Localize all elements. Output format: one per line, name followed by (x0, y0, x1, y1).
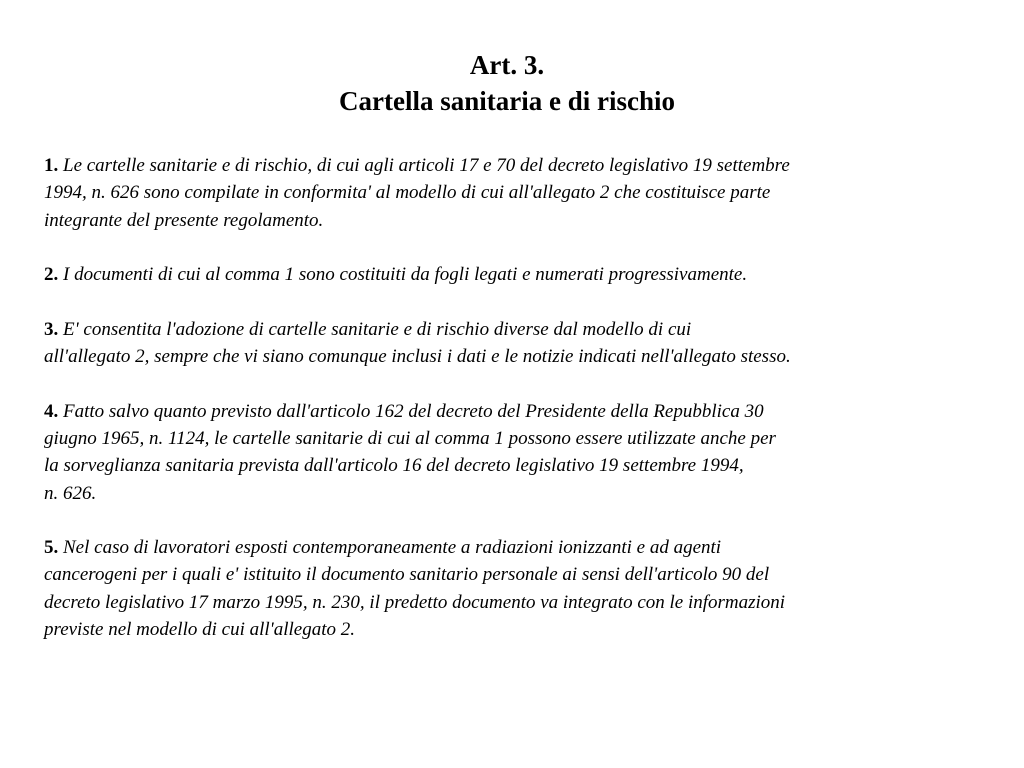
paragraph-text: I documenti di cui al comma 1 sono costituiti da fogli legati e numerati progressivamente. (63, 264, 748, 286)
paragraph-text: Le cartelle sanitarie e di rischio, di cui agli articoli 17 e 70 del decreto legislativo 19 settembre (63, 155, 790, 176)
paragraph-line (44, 534, 954, 561)
paragraph-text: E' consentita l'adozione di cartelle sanitarie e di rischio diverse dal modello di cui (63, 318, 692, 340)
paragraph-text: n. 626. (44, 482, 97, 504)
paragraph-number: 4. (44, 400, 59, 422)
paragraph-2 (44, 261, 954, 288)
paragraph-line (44, 152, 954, 179)
paragraph-text: Fatto salvo quanto previsto dall'articolo 162 del decreto del Presidente della Repubblica 30 (63, 400, 764, 422)
paragraph-number: 1. (44, 155, 59, 176)
paragraph-1 (44, 152, 954, 234)
paragraph-text: la sorveglianza sanitaria prevista dall'articolo 16 del decreto legislativo 19 settembre 1994, (44, 455, 744, 477)
paragraph-text: giugno 1965, n. 1124, le cartelle sanitarie di cui al comma 1 possono essere utilizzate anche per (44, 427, 776, 449)
paragraph-text: integrante del presente regolamento. (44, 209, 324, 231)
paragraph-number: 5. (44, 537, 59, 559)
article-heading: Cartella sanitaria e di rischio (339, 86, 675, 116)
paragraph-text: cancerogeni per i quali e' istituito il documento sanitario personale ai sensi dell'articolo 90 del (44, 564, 770, 586)
paragraph-text: previste nel modello di cui all'allegato 2. (44, 619, 355, 641)
paragraph-line (44, 316, 954, 343)
paragraph-text: decreto legislativo 17 marzo 1995, n. 230, il predetto documento va integrato con le informazioni (44, 591, 786, 613)
article-number: Art. 3. (469, 50, 545, 80)
paragraph-line (44, 261, 954, 288)
article-body (44, 152, 954, 671)
paragraph-line (44, 398, 954, 425)
article-title (0, 47, 1014, 119)
paragraph-text: Nel caso di lavoratori esposti contemporaneamente a radiazioni ionizzanti e ad agenti (63, 537, 722, 559)
paragraph-3 (44, 316, 954, 371)
paragraph-5 (44, 534, 954, 643)
paragraph-text: 1994, n. 626 sono compilate in conformita' al modello di cui all'allegato 2 che costituisce parte (44, 182, 771, 204)
paragraph-4 (44, 398, 954, 507)
paragraph-number: 2. (44, 264, 59, 286)
paragraph-text: all'allegato 2, sempre che vi siano comunque inclusi i dati e le notizie indicati nell'allegato stesso. (44, 346, 791, 368)
paragraph-number: 3. (44, 318, 59, 340)
